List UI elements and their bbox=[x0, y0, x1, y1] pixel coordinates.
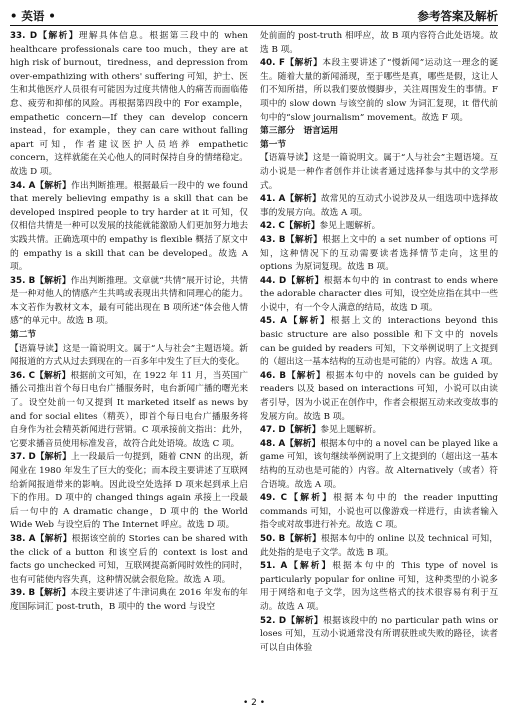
section-heading: 第一节 bbox=[260, 139, 287, 150]
analysis-text: 理解具体信息。根据第三段中的 when healthcare professionals care too much，they are at high risk of burnout，tiredness，and depression from over-empathizing with others' suffering 可知，护士、医生和其他医疗人员很有可能因为过度共情他人的痛苦而面临倦怠、疲劳和抑郁的风险。再根据第四段中的 For example，empathetic concern—If they can develop concern instead，for example，they can care without falling apart 可知，作者建议医护人员培养 empathetic concern，这样就能在关心他人的同时保持自身的情绪稳定。故选 D 项。 bbox=[10, 31, 248, 177]
section-heading: 第三部分 语言运用 bbox=[260, 126, 339, 137]
answer-item bbox=[10, 370, 248, 452]
analysis-text: 根据上文的 interactions beyond this basic structure are also possible 和下文中的 novels can be guided by readers 可知，下文举例说明了上文提到的（超出这一基本结构的互动也是可能的）内容。故选 A 项。 bbox=[260, 316, 498, 368]
answer-item bbox=[10, 587, 248, 614]
analysis-text: 本段主要讲述了牛津词典在 2016 年发布的年度国际词汇 post-truth，B 项中的 the word 与设空 bbox=[10, 588, 248, 612]
answer-item bbox=[260, 492, 498, 533]
answer-item bbox=[260, 193, 498, 220]
reading-guide: 【语篇导读】这是一篇说明文。属于“人与社会”主题语境。互动小说是一种作者创作并让读者通过选择参与其中的文学形式。 bbox=[260, 153, 498, 191]
analysis-tag: 【解析】 bbox=[35, 275, 71, 286]
analysis-text: 根据本句中的 a novel can be played like a game 可知，该句继续举例说明了上文提到的（超出这一基本结构的互动也是可能的）内容。故 Alternatively（或者）符合语境。故选 A 项。 bbox=[260, 438, 498, 490]
analysis-tag: 【解析】 bbox=[284, 58, 323, 69]
answer-item bbox=[260, 220, 498, 234]
analysis-tag: 【解析】 bbox=[285, 194, 321, 205]
analysis-text: 根据前文可知，在 1922 年 11 月，当英国广播公司推出首个每日电台广播服务时，电台新闻广播的曙光来了。设空处前一句又提到 It marketed itself as news by and for social elites（精英），即首个每日电台广播服务将自身作为社会精英新闻进行营销。C 项承接前文指出：此外，它要求播音员使用标准发音，故符合此处语境。故选 C 项。 bbox=[10, 370, 248, 449]
analysis-tag: 【解析】 bbox=[284, 221, 320, 232]
answer-number: 45. A bbox=[260, 316, 287, 327]
answer-number: 47. D bbox=[260, 425, 286, 436]
answer-number: 36. C bbox=[10, 370, 35, 381]
answer-number: 52. D bbox=[260, 615, 287, 626]
answer-item bbox=[260, 315, 498, 369]
analysis-tag: 【解析】 bbox=[35, 180, 72, 191]
answer-item bbox=[10, 533, 248, 587]
analysis-tag: 【解析】 bbox=[285, 533, 322, 544]
answer-item bbox=[10, 180, 248, 275]
answer-number: 42. C bbox=[260, 221, 285, 232]
answer-number: 44. D bbox=[260, 275, 287, 286]
analysis-text: 故常见的互动式小说涉及从一组选项中选择故事的发展方向。故选 A 项。 bbox=[260, 194, 498, 218]
answer-item bbox=[260, 533, 498, 560]
analysis-text: 根据本句中的 the reader inputting commands 可知，小说也可以像游戏一样进行，由读者输入指令或对故事进行补充。故选 C 项。 bbox=[260, 493, 498, 531]
analysis-tag: 【解析】 bbox=[37, 31, 79, 41]
analysis-text: 根据本句中的 novels can be guided by readers 以及 based on interactions 可知，小说可以由读者引导，因为小说正在创作中，作者会根据互动来改变故事的发展方向。故选 B 项。 bbox=[260, 370, 498, 422]
answer-item bbox=[10, 451, 248, 533]
answer-number: 48. A bbox=[260, 438, 286, 449]
analysis-text: 参见上题解析。 bbox=[320, 425, 382, 436]
answer-number: 37. D bbox=[10, 452, 36, 463]
analysis-tag: 【解析】 bbox=[285, 438, 321, 449]
answer-item bbox=[260, 438, 498, 492]
answer-number: 35. B bbox=[10, 275, 36, 286]
analysis-tag: 【解析】 bbox=[34, 370, 71, 381]
page-header bbox=[10, 4, 498, 24]
answer-item bbox=[10, 30, 248, 180]
analysis-text: 根据本句中的 online 以及 technical 可知，此处指的是电子文学。故选 B 项。 bbox=[260, 533, 498, 558]
analysis-text: 上一段最后一句提到，随着 CNN 的出现，新闻业在 1980 年发生了巨大的变化；而本段主要讲述了互联网给新闻报道带来的影响。因此设空处选择 D 项来起到承上启下的作用。D 项中的 changed things again 承接上一段最后一句中的 A dramatic change，D 项中的 the World Wide Web 与设空后的 The Internet 呼应。故选 D 项。 bbox=[10, 452, 248, 531]
content-columns bbox=[10, 30, 498, 690]
analysis-text: 根据该段中的 no particular path wins or loses 可知，互动小说通常没有所谓获胜或失败的路径，读者可以自由体验 bbox=[260, 615, 498, 653]
answer-number: 43. B bbox=[260, 234, 286, 245]
section-heading: 第二节 bbox=[10, 330, 37, 341]
answer-number: 41. A bbox=[260, 194, 286, 205]
continued-text: 处前面的 post-truth 相呼应，故 B 项内容符合此处语境。故选 B 项。 bbox=[260, 31, 498, 55]
header-subject: • 英语 • bbox=[10, 9, 56, 23]
analysis-text: 根据该空前的 Stories can be shared with the click of a button 和该空后的 context is lost and facts go unchecked 可知，互联网提高新闻时效性的同时，也有可能使内容失真，这种情况就会很危险。故选 A 项。 bbox=[10, 533, 248, 585]
answer-item bbox=[260, 234, 498, 275]
answer-item bbox=[10, 275, 248, 329]
analysis-text: 根据上文中的 a set number of options 可知，这种情况下的互动需要读者选择情节走向，这里的 options 为原词复现。故选 B 项。 bbox=[260, 234, 498, 273]
answer-number: 50. B bbox=[260, 533, 286, 544]
analysis-text: 参见上题解析。 bbox=[319, 221, 381, 232]
answer-item bbox=[260, 57, 498, 125]
analysis-tag: 【解析】 bbox=[286, 615, 324, 626]
answer-number: 40. F bbox=[260, 58, 285, 69]
analysis-text: 根据本句中的 in contrast to ends where the adorable character dies 可知，设空处应指在其中一些小说中，有一个令人满意的结局，故选 D 项。 bbox=[260, 275, 498, 313]
answer-number: 51. A bbox=[260, 561, 288, 572]
reading-guide: 【语篇导读】这是一篇说明文。属于“人与社会”主题语境。新闻报道的方式从过去到现在的一百多年中发生了巨大的变化。 bbox=[10, 343, 248, 368]
answer-number: 39. B bbox=[10, 588, 36, 599]
analysis-tag: 【解析】 bbox=[286, 316, 331, 327]
analysis-text: 作出判断推理。文章就“共情”展开讨论，共情是一种对他人的情感产生共鸣或表现出共情和同理心的能力。本文若作为教材文本，最有可能出现在 B 项所述“体会他人情感”的单元中。故选 B 项。 bbox=[10, 275, 248, 327]
analysis-tag: 【解析】 bbox=[287, 493, 334, 504]
page-number: • 2 • bbox=[242, 698, 266, 708]
answer-item bbox=[260, 370, 498, 424]
analysis-tag: 【解析】 bbox=[285, 425, 321, 436]
answer-number: 46. B bbox=[260, 370, 287, 381]
right-column bbox=[260, 30, 498, 690]
analysis-tag: 【解析】 bbox=[287, 561, 333, 572]
answer-number: 33. D bbox=[10, 31, 38, 41]
analysis-text: 作出判断推理。根据最后一段中的 we found that merely believing empathy is a skill that can be developed inspired people to try harder at it 可知，仅仅相信共情是一种可以发展的技能就能激励人们更加努力地去实践共情。正确选项中的 empathy is flexible 概括了原文中的 empathy is a skill that can be developed。故选 A 项。 bbox=[10, 180, 248, 273]
analysis-tag: 【解析】 bbox=[285, 234, 323, 245]
answer-number: 38. A bbox=[10, 533, 36, 544]
header-rule bbox=[10, 25, 498, 27]
answer-number: 49. C bbox=[260, 493, 288, 504]
answer-item bbox=[260, 275, 498, 316]
analysis-tag: 【解析】 bbox=[35, 588, 71, 599]
answer-item bbox=[260, 615, 498, 656]
answer-item bbox=[260, 560, 498, 614]
analysis-text: 本段主要讲述了“慢新闻”运动这一理念的诞生。随着大量的新闻涌现，至于哪些是真，哪些是假，这让人们不知所措，所以我们要放慢脚步，关注周围发生的事情。F 项中的 slow down 与该空前的 slow 为词汇复现，it 借代前句中的“slow journalism” movement。故选 F 项。 bbox=[260, 58, 498, 123]
answer-item bbox=[260, 424, 498, 438]
analysis-tag: 【解析】 bbox=[35, 533, 72, 544]
analysis-tag: 【解析】 bbox=[286, 275, 324, 286]
left-column bbox=[10, 30, 248, 690]
header-title: 参考答案及解析 bbox=[417, 9, 498, 23]
analysis-tag: 【解析】 bbox=[286, 370, 326, 381]
analysis-text: 根据本句中的 This type of novel is particularly popular for online 可知，这种类型的小说多用于网络和电子文学，因为这些格式的技术很容易有利于互动。故选 A 项。 bbox=[260, 561, 498, 612]
analysis-tag: 【解析】 bbox=[35, 452, 72, 463]
answer-number: 34. A bbox=[10, 180, 36, 191]
